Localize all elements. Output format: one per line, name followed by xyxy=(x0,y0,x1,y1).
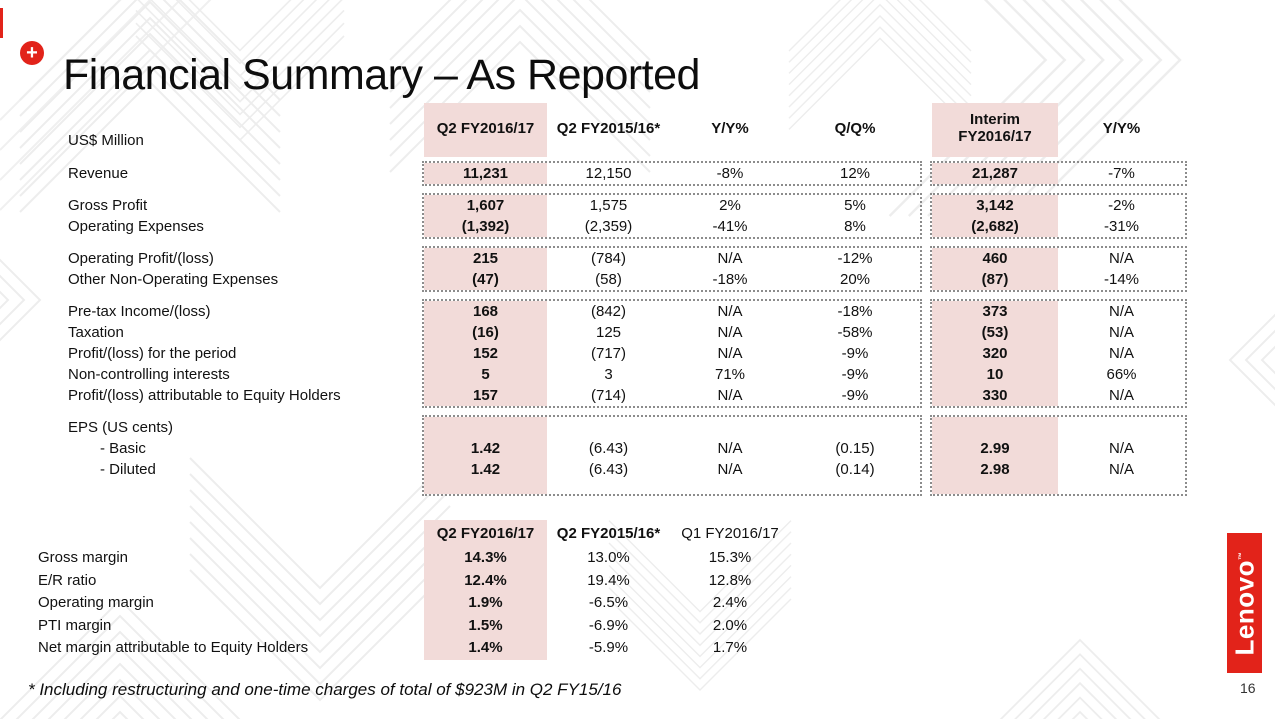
table-cell: -12% xyxy=(837,250,873,267)
table-cell: N/A xyxy=(1108,440,1134,457)
table-cell: 21,287 xyxy=(932,163,1058,184)
table-cell xyxy=(670,480,790,494)
row-label: Gross Profit xyxy=(68,197,148,214)
table-cell: 5 xyxy=(424,364,547,385)
table-cell: 1.7% xyxy=(712,639,748,656)
page-number: 16 xyxy=(1240,680,1256,696)
table-cell: 1.42 xyxy=(424,438,547,459)
table-cell: 12.4% xyxy=(424,570,547,593)
values-block-quarter xyxy=(422,299,922,408)
table-cell: 15.3% xyxy=(708,549,752,566)
row-label xyxy=(68,480,422,494)
lenovo-logo-text xyxy=(1229,551,1260,655)
row-label: Taxation xyxy=(68,324,124,341)
table-cell: 3 xyxy=(604,366,613,383)
row-labels xyxy=(68,161,422,186)
table-body xyxy=(38,547,790,660)
table-cell: 2.99 xyxy=(932,438,1058,459)
row-label: Other Non-Operating Expenses xyxy=(68,271,279,288)
row-labels xyxy=(68,246,422,292)
plus-circle-icon: + xyxy=(20,41,44,65)
table-cell: -31% xyxy=(1103,218,1140,235)
table-cell: (6.43) xyxy=(588,461,629,478)
table-cell: 10 xyxy=(932,364,1058,385)
table-cell: 5% xyxy=(844,197,866,214)
trademark-symbol: ™ xyxy=(1236,551,1246,560)
row-label: Profit/(loss) attributable to Equity Holders xyxy=(68,387,341,404)
page-title: Financial Summary – As Reported xyxy=(63,50,700,99)
table-cell: 1.42 xyxy=(424,459,547,480)
logo-wordmark: Lenovo xyxy=(1229,559,1260,655)
table-cell: (53) xyxy=(932,322,1058,343)
table-cell: 2.0% xyxy=(712,616,748,634)
row-label: EPS (US cents) xyxy=(68,419,174,436)
table-cell xyxy=(547,417,670,438)
table-cell: 12,150 xyxy=(585,165,632,182)
table-row xyxy=(38,592,790,615)
left-edge-accent xyxy=(0,8,3,38)
table-cell: N/A xyxy=(717,440,743,457)
column-header: Y/Y% xyxy=(711,119,749,137)
table-cell: -7% xyxy=(1108,165,1135,182)
row-label: Operating Expenses xyxy=(68,218,204,235)
table-cell xyxy=(1058,417,1185,438)
table-cell: (842) xyxy=(590,303,627,320)
table-cell: (58) xyxy=(595,271,622,288)
column-header: Q2 FY2016/17 xyxy=(424,103,547,157)
table-cell: -9% xyxy=(841,387,869,404)
table-cell: -2% xyxy=(1108,197,1135,214)
column-header: Q2 FY2015/16* xyxy=(556,119,661,137)
table-cell: (47) xyxy=(424,269,547,290)
table-cell: N/A xyxy=(717,324,743,341)
table-cell: 1.5% xyxy=(424,615,547,638)
table-cell: -5.9% xyxy=(588,639,629,656)
table-cell: -58% xyxy=(837,324,873,341)
row-label: PTI margin xyxy=(38,616,112,634)
table-cell: 19.4% xyxy=(587,571,630,589)
header-block-quarter xyxy=(424,103,920,157)
values-block-quarter xyxy=(422,161,922,186)
row-label: Pre-tax Income/(loss) xyxy=(68,303,211,320)
values-block-interim xyxy=(930,299,1187,408)
table-cell: N/A xyxy=(1108,461,1134,478)
table-cell: N/A xyxy=(1108,324,1134,341)
table-cell: N/A xyxy=(1108,303,1134,320)
row-label: - Basic xyxy=(100,440,146,457)
column-header: Y/Y% xyxy=(1102,119,1141,137)
table-cell xyxy=(1058,480,1185,494)
margin-ratio-table xyxy=(38,520,790,660)
footnote: * Including restructuring and one-time charges of total of $923M in Q2 FY15/16 xyxy=(28,680,622,699)
table-cell xyxy=(670,417,790,438)
table-row xyxy=(38,637,790,660)
table-cell xyxy=(547,480,670,494)
table-cell: -18% xyxy=(712,271,748,288)
table-cell: 320 xyxy=(932,343,1058,364)
column-header: Q2 FY2016/17 xyxy=(424,520,547,547)
table-cell: N/A xyxy=(1108,250,1134,267)
row-label: Revenue xyxy=(68,165,129,182)
table-cell: (717) xyxy=(590,345,627,362)
row-label: E/R ratio xyxy=(38,571,97,589)
values-block-interim xyxy=(930,415,1187,496)
unit-label: US$ Million xyxy=(68,132,144,149)
table-cell: 71% xyxy=(714,366,746,383)
table-cell xyxy=(932,480,1058,494)
table-cell: 157 xyxy=(424,385,547,406)
table-cell: 13.0% xyxy=(587,549,630,566)
table-header-row xyxy=(68,103,1187,157)
table-cell: 1.9% xyxy=(424,592,547,615)
table-body xyxy=(68,161,1187,496)
table-cell: 14.3% xyxy=(424,547,547,570)
table-cell: 152 xyxy=(424,343,547,364)
header-block-interim xyxy=(932,103,1185,157)
table-cell: 2% xyxy=(719,197,741,214)
table-cell: (2,359) xyxy=(584,218,633,235)
values-block-interim xyxy=(930,193,1187,239)
table-cell: 11,231 xyxy=(424,163,547,184)
table-cell: 1.4% xyxy=(424,637,547,660)
table-cell: (714) xyxy=(590,387,627,404)
table-cell: 2.98 xyxy=(932,459,1058,480)
values-block-quarter xyxy=(422,415,922,496)
table-cell: N/A xyxy=(717,387,743,404)
table-cell: -18% xyxy=(837,303,873,320)
table-cell: -6.9% xyxy=(588,616,629,634)
table-cell: 66% xyxy=(1106,366,1137,383)
table-cell: -8% xyxy=(716,165,744,182)
row-label: Non-controlling interests xyxy=(68,366,230,383)
table-cell: N/A xyxy=(717,250,743,267)
table-cell: 2.4% xyxy=(712,594,748,611)
table-cell: (0.15) xyxy=(835,440,875,457)
table-cell: (16) xyxy=(424,322,547,343)
table-cell: -9% xyxy=(841,345,869,362)
table-cell: -6.5% xyxy=(588,594,629,611)
table-cell: 330 xyxy=(932,385,1058,406)
table-header-row xyxy=(38,520,790,547)
table-cell xyxy=(424,480,547,494)
column-header: Interim FY2016/17 xyxy=(932,103,1058,157)
table-cell: 460 xyxy=(932,248,1058,269)
table-section xyxy=(68,299,1187,408)
table-cell: (2,682) xyxy=(932,216,1058,237)
table-cell: 8% xyxy=(844,218,866,235)
table-cell: N/A xyxy=(717,345,743,362)
table-cell: N/A xyxy=(717,461,743,478)
table-cell xyxy=(790,480,920,494)
table-cell: N/A xyxy=(1108,387,1134,404)
values-block-quarter xyxy=(422,246,922,292)
row-labels xyxy=(68,415,422,496)
column-header: Q2 FY2015/16* xyxy=(556,525,661,542)
values-block-interim xyxy=(930,161,1187,186)
table-cell: 373 xyxy=(932,301,1058,322)
table-cell: 1,575 xyxy=(589,197,628,214)
row-labels xyxy=(68,299,422,408)
lenovo-logo xyxy=(1227,533,1262,673)
table-cell xyxy=(790,417,920,438)
table-cell: (0.14) xyxy=(835,461,875,478)
row-label: Operating Profit/(loss) xyxy=(68,250,214,267)
table-section xyxy=(68,246,1187,292)
row-labels xyxy=(68,193,422,239)
table-section xyxy=(68,193,1187,239)
table-cell: N/A xyxy=(1108,345,1134,362)
values-block-quarter xyxy=(422,193,922,239)
table-cell: 125 xyxy=(595,324,622,341)
row-label: Gross margin xyxy=(38,549,129,566)
table-cell: (87) xyxy=(932,269,1058,290)
spacer xyxy=(38,520,424,547)
table-cell: 1,607 xyxy=(424,195,547,216)
table-cell: 12% xyxy=(839,165,871,182)
row-label: Net margin attributable to Equity Holders xyxy=(38,639,309,656)
row-label: - Diluted xyxy=(100,461,156,478)
table-cell: -41% xyxy=(712,218,748,235)
table-row xyxy=(38,570,790,593)
column-header: Q1 FY2016/17 xyxy=(681,525,779,542)
table-cell: 215 xyxy=(424,248,547,269)
table-cell: -14% xyxy=(1103,271,1140,288)
table-cell: 12.8% xyxy=(708,571,752,589)
row-label: Operating margin xyxy=(38,594,154,611)
table-cell: N/A xyxy=(717,303,743,320)
table-cell: -9% xyxy=(841,366,869,383)
table-row xyxy=(38,547,790,570)
table-cell: (6.43) xyxy=(588,440,629,457)
table-cell: 20% xyxy=(839,271,871,288)
values-block-interim xyxy=(930,246,1187,292)
column-header: Q/Q% xyxy=(834,119,876,137)
table-section xyxy=(68,161,1187,186)
row-label: Profit/(loss) for the period xyxy=(68,345,237,362)
table-section xyxy=(68,415,1187,496)
table-cell: 168 xyxy=(424,301,547,322)
table-cell: (1,392) xyxy=(424,216,547,237)
table-cell xyxy=(424,417,547,438)
table-cell xyxy=(932,417,1058,438)
financial-summary-table xyxy=(68,103,1187,503)
table-cell: 3,142 xyxy=(932,195,1058,216)
table-cell: (784) xyxy=(590,250,627,267)
table-row xyxy=(38,615,790,638)
